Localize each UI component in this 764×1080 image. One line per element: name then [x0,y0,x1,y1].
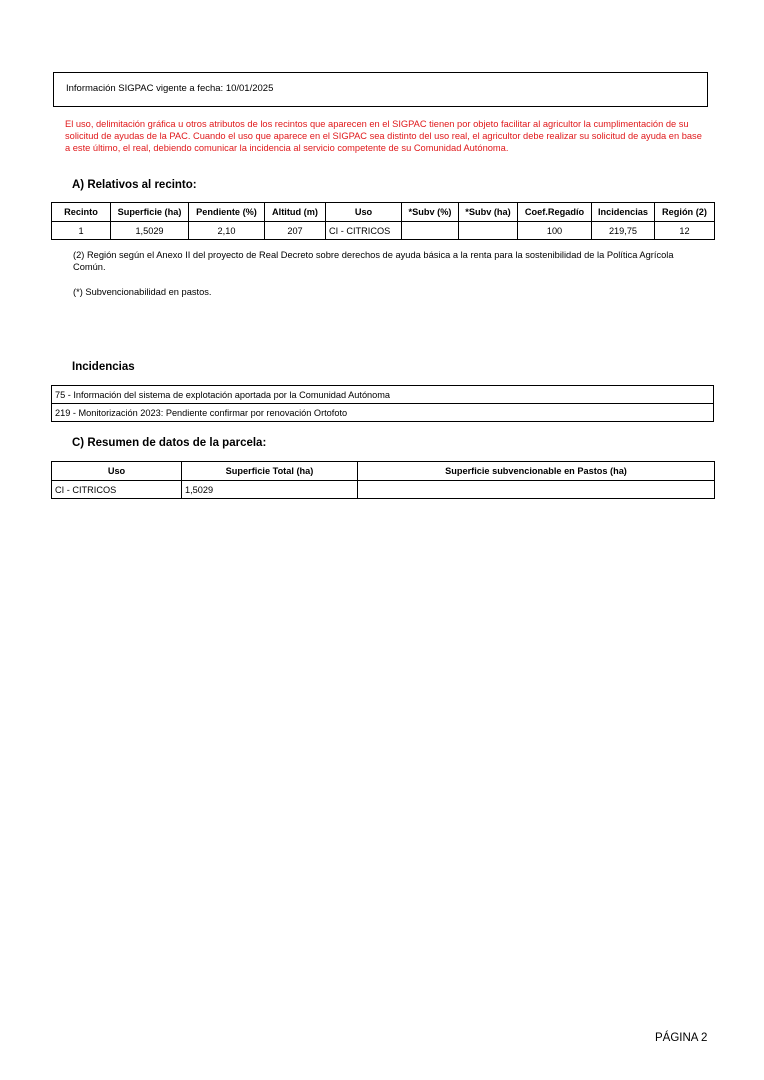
cell-uso: CI - CITRICOS [326,222,402,240]
cell-coef-regadio: 100 [518,222,592,240]
list-item [52,404,714,422]
cell-region: 12 [655,222,715,240]
col-recinto: Recinto [52,203,111,222]
incidencias-title: Incidencias [72,361,135,373]
col-subv-pct: *Subv (%) [402,203,459,222]
incidencias-table [51,385,714,422]
page-number: PÁGINA 2 [655,1032,708,1044]
col-superficie-pastos: Superficie subvencionable en Pastos (ha) [358,462,715,481]
col-region: Región (2) [655,203,715,222]
cell-altitud: 207 [265,222,326,240]
col-incidencias: Incidencias [592,203,655,222]
cell-superficie: 1,5029 [111,222,189,240]
recinto-table [51,202,715,240]
col-coef-regadio: Coef.Regadío [518,203,592,222]
recinto-header-row [52,203,715,222]
note-region: (2) Región según el Anexo II del proyecto de Real Decreto sobre derechos de ayuda básica a la renta para la sostenibilidad de la Política Agrícola Común. [73,250,674,273]
cell-pendiente: 2,10 [189,222,265,240]
col-pendiente: Pendiente (%) [189,203,265,222]
table-row [52,481,715,499]
disclaimer-text: El uso, delimitación gráfica u otros atributos de los recintos que aparecen en el SIGPAC tienen por objeto facilitar al agricultor la cumplimentación de su solicitud de ayudas de la PAC. Cuando el uso que aparece en el SIGPAC sea distinto del uso real, el agricultor debe realizar su solicitud de ayuda en base a este último, el real, debiendo comunicar la incidencia al servicio competente de su Comunidad Autónoma. [65,119,702,154]
section-c-title: C) Resumen de datos de la parcela: [72,437,267,449]
note-subv: (*) Subvencionabilidad en pastos. [73,287,212,297]
cell-subv-pct [402,222,459,240]
incidencia-item: 75 - Información del sistema de explotación aportada por la Comunidad Autónoma [52,386,714,404]
resumen-table [51,461,715,499]
cell-uso: CI - CITRICOS [52,481,182,499]
resumen-header-row [52,462,715,481]
col-uso: Uso [326,203,402,222]
incidencia-item: 219 - Monitorización 2023: Pendiente confirmar por renovación Ortofoto [52,404,714,422]
cell-incidencias: 219,75 [592,222,655,240]
section-a-title: A) Relativos al recinto: [72,179,197,191]
cell-superficie-total: 1,5029 [182,481,358,499]
col-superficie-total: Superficie Total (ha) [182,462,358,481]
col-altitud: Altitud (m) [265,203,326,222]
cell-subv-ha [459,222,518,240]
col-uso: Uso [52,462,182,481]
col-superficie: Superficie (ha) [111,203,189,222]
cell-superficie-pastos [358,481,715,499]
info-box [53,72,708,107]
list-item [52,386,714,404]
table-row [52,222,715,240]
cell-recinto: 1 [52,222,111,240]
col-subv-ha: *Subv (ha) [459,203,518,222]
info-date-text: Información SIGPAC vigente a fecha: 10/01/2025 [66,83,274,94]
